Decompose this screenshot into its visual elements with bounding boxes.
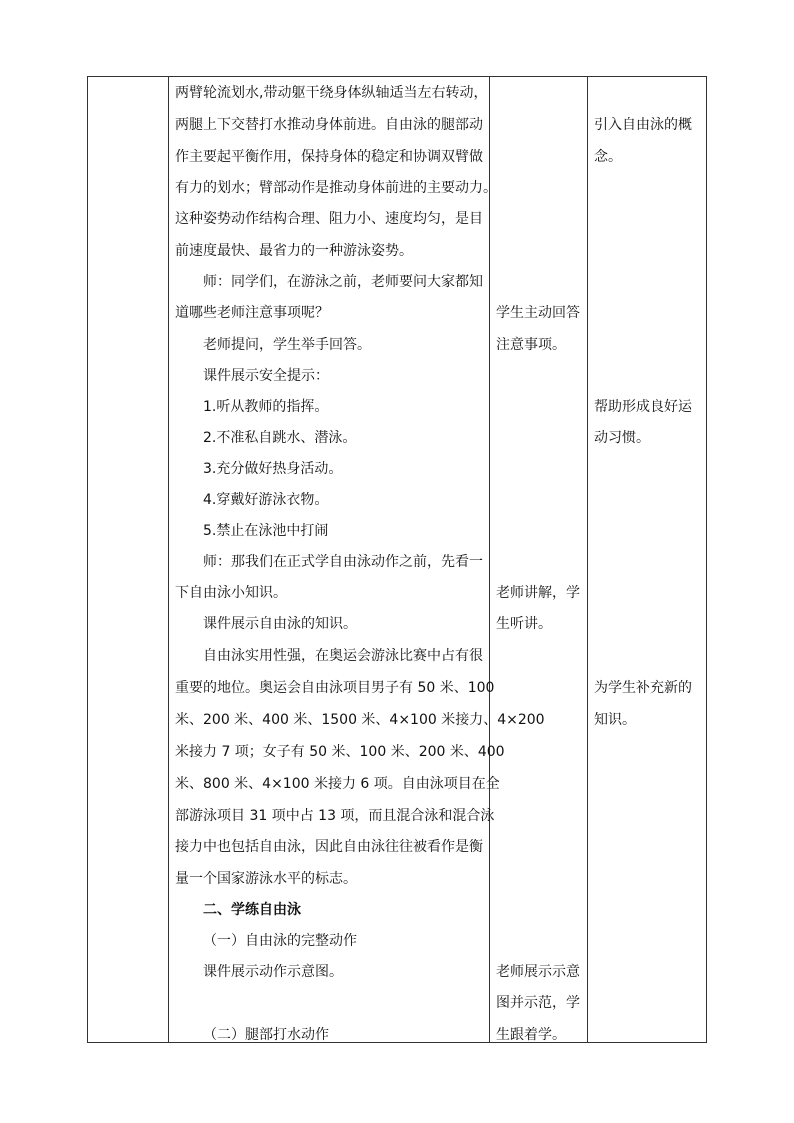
column-student-activity bbox=[490, 77, 587, 1042]
purpose-line: 知识。 bbox=[594, 712, 636, 728]
content-line: （二）腿部打水动作 bbox=[203, 1027, 329, 1043]
content-line: 下自由泳小知识。 bbox=[175, 585, 287, 601]
purpose-line: 帮助形成良好运 bbox=[594, 399, 692, 415]
content-line: 米、800 米、4×100 米接力 6 项。自由泳项目在全 bbox=[175, 776, 500, 792]
student-line: 老师讲解，学 bbox=[496, 585, 580, 601]
content-line: 量一个国家游泳水平的标志。 bbox=[175, 871, 357, 887]
purpose-line: 引入自由泳的概 bbox=[594, 117, 692, 133]
content-line: 1.听从教师的指挥。 bbox=[203, 399, 329, 415]
content-line: 作主要起平衡作用，保持身体的稳定和协调双臂做 bbox=[175, 149, 483, 165]
content-line: 课件展示动作示意图。 bbox=[203, 964, 343, 980]
content-line: 有力的划水；臂部动作是推动身体前进的主要动力。 bbox=[175, 180, 497, 196]
content-line: 两腿上下交替打水推动身体前进。自由泳的腿部动 bbox=[175, 117, 483, 133]
content-line: 重要的地位。奥运会自由泳项目男子有 50 米、100 bbox=[175, 680, 495, 696]
content-line: 5.禁止在泳池中打闹 bbox=[203, 523, 329, 539]
content-line: 自由泳实用性强，在奥运会游泳比赛中占有很 bbox=[203, 648, 483, 664]
content-line: 老师提问，学生举手回答。 bbox=[203, 337, 371, 353]
content-line: 3.充分做好热身活动。 bbox=[203, 461, 343, 477]
content-line: 前速度最快、最省力的一种游泳姿势。 bbox=[175, 243, 413, 259]
content-line: 部游泳项目 31 项中占 13 项，而且混合泳和混合泳 bbox=[175, 808, 495, 824]
content-line: 4.穿戴好游泳衣物。 bbox=[203, 492, 329, 508]
student-line: 生跟着学。 bbox=[496, 1027, 566, 1043]
student-line: 注意事项。 bbox=[496, 337, 566, 353]
content-line: 课件展示自由泳的知识。 bbox=[203, 616, 357, 632]
purpose-line: 为学生补充新的 bbox=[594, 680, 692, 696]
section-heading: 二、学练自由泳 bbox=[203, 902, 301, 918]
column-design-purpose bbox=[588, 77, 706, 1042]
content-line: 师：同学们，在游泳之前，老师要问大家都知 bbox=[203, 274, 483, 290]
student-line: 图并示范，学 bbox=[496, 995, 580, 1011]
content-line: 米、200 米、400 米、1500 米、4×100 米接力、4×200 bbox=[175, 712, 545, 728]
purpose-line: 念。 bbox=[594, 149, 622, 165]
content-line: 米接力 7 项；女子有 50 米、100 米、200 米、400 bbox=[175, 744, 505, 760]
lesson-table bbox=[87, 76, 707, 1043]
content-line: 接力中也包括自由泳，因此自由泳往往被看作是衡 bbox=[175, 839, 483, 855]
student-line: 学生主动回答 bbox=[496, 305, 580, 321]
student-line: 老师展示示意 bbox=[496, 964, 580, 980]
content-line: （一）自由泳的完整动作 bbox=[203, 933, 357, 949]
purpose-line: 动习惯。 bbox=[594, 430, 650, 446]
content-line: 两臂轮流划水,带动躯干绕身体纵轴适当左右转动， bbox=[175, 85, 488, 101]
column-empty bbox=[88, 77, 168, 1042]
content-line: 师：那我们在正式学自由泳动作之前，先看一 bbox=[203, 554, 483, 570]
content-line: 课件展示安全提示： bbox=[203, 368, 329, 384]
student-line: 生听讲。 bbox=[496, 616, 552, 632]
content-line: 道哪些老师注意事项呢？ bbox=[175, 305, 329, 321]
content-line: 这种姿势动作结构合理、阻力小、速度均匀，是目 bbox=[175, 211, 483, 227]
content-line: 2.不准私自跳水、潜泳。 bbox=[203, 430, 357, 446]
